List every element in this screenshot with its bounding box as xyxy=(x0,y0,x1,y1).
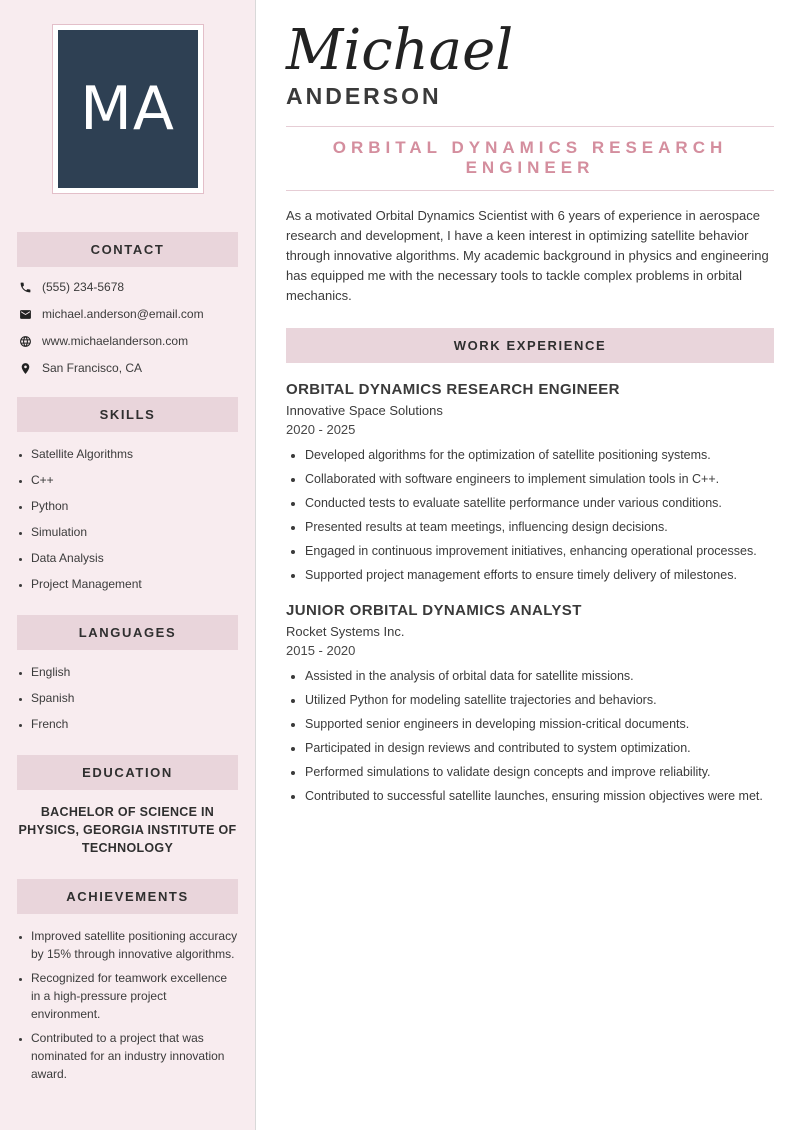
job-bullet: • Developed algorithms for the optimization of satellite positioning systems. xyxy=(305,447,774,464)
monogram-frame xyxy=(52,24,204,194)
contact-website: www.michaelanderson.com xyxy=(42,334,189,348)
skill-item: • Project Management xyxy=(31,575,238,593)
education-header: EDUCATION xyxy=(17,755,238,790)
email-icon xyxy=(19,308,32,321)
contact-email: michael.anderson@email.com xyxy=(42,307,204,321)
job-entry xyxy=(286,381,774,584)
skills-section xyxy=(17,397,238,593)
job-dates: 2020 - 2025 xyxy=(286,421,356,437)
job-bullet: • Assisted in the analysis of orbital data for satellite missions. xyxy=(305,668,774,685)
contact-location: San Francisco, CA xyxy=(42,361,143,375)
job-bullet: • Conducted tests to evaluate satellite performance under various conditions. xyxy=(305,495,774,512)
skill-item: • Satellite Algorithms xyxy=(31,445,238,463)
job-role: ORBITAL DYNAMICS RESEARCH ENGINEER xyxy=(286,380,620,398)
job-bullet: • Supported senior engineers in developing mission-critical documents. xyxy=(305,716,774,733)
contact-list xyxy=(17,280,238,375)
title-block xyxy=(286,126,774,191)
languages-section xyxy=(17,615,238,733)
contact-item-phone xyxy=(19,280,238,294)
skill-item: • Python xyxy=(31,497,238,515)
contact-phone: (555) 234-5678 xyxy=(42,280,125,294)
globe-icon xyxy=(19,335,32,348)
skills-header: SKILLS xyxy=(17,397,238,432)
job-bullet: • Participated in design reviews and contributed to system optimization. xyxy=(305,740,774,757)
professional-title: ORBITAL DYNAMICS RESEARCH ENGINEER xyxy=(332,137,728,177)
jobs-list xyxy=(286,381,774,805)
language-item: • English xyxy=(31,663,238,681)
language-item: • French xyxy=(31,715,238,733)
job-bullet: • Collaborated with software engineers to implement simulation tools in C++. xyxy=(305,471,774,488)
work-experience-header: WORK EXPERIENCE xyxy=(286,328,774,363)
education-section xyxy=(17,755,238,857)
last-name: ANDERSON xyxy=(286,82,442,109)
job-dates: 2015 - 2020 xyxy=(286,642,356,658)
job-bullet: • Presented results at team meetings, influencing design decisions. xyxy=(305,519,774,536)
languages-list xyxy=(17,663,238,733)
sidebar xyxy=(0,0,256,1130)
job-bullet: • Supported project management efforts to ensure timely delivery of milestones. xyxy=(305,567,774,584)
job-bullets xyxy=(286,447,774,584)
phone-icon xyxy=(19,281,32,294)
main-content xyxy=(256,0,800,1130)
achievement-item: • Improved satellite positioning accuracy by 15% through innovative algorithms. xyxy=(31,927,238,963)
skill-item: • Simulation xyxy=(31,523,238,541)
education-degree: BACHELOR OF SCIENCE IN PHYSICS, GEORGIA INSTITUTE OF TECHNOLOGY xyxy=(18,805,237,855)
job-bullet: • Contributed to successful satellite launches, ensuring mission objectives were met. xyxy=(305,788,774,805)
job-bullets xyxy=(286,668,774,805)
achievement-item: • Contributed to a project that was nominated for an industry innovation award. xyxy=(31,1029,238,1083)
monogram xyxy=(58,30,198,188)
job-role: JUNIOR ORBITAL DYNAMICS ANALYST xyxy=(286,601,582,619)
first-name: Michael xyxy=(286,18,514,83)
skill-item: • Data Analysis xyxy=(31,549,238,567)
languages-header: LANGUAGES xyxy=(17,615,238,650)
achievement-item: • Recognized for teamwork excellence in a high-pressure project environment. xyxy=(31,969,238,1023)
job-bullet: • Utilized Python for modeling satellite trajectories and behaviors. xyxy=(305,692,774,709)
job-bullet: • Performed simulations to validate design concepts and improve reliability. xyxy=(305,764,774,781)
skills-list xyxy=(17,445,238,593)
achievements-header: ACHIEVEMENTS xyxy=(17,879,238,914)
achievements-list xyxy=(17,927,238,1083)
achievements-section xyxy=(17,879,238,1083)
language-item: • Spanish xyxy=(31,689,238,707)
job-company: Innovative Space Solutions xyxy=(286,402,443,418)
job-bullet: • Engaged in continuous improvement initiatives, enhancing operational processes. xyxy=(305,543,774,560)
job-company: Rocket Systems Inc. xyxy=(286,623,405,639)
skill-item: • C++ xyxy=(31,471,238,489)
summary-paragraph: As a motivated Orbital Dynamics Scientist with 6 years of experience in aerospace research and development, I have a keen interest in optimizing satellite behavior through innovative algorithms. My academic background in physics and engineering has equipped me with the necessary tools to tackle complex problems in orbital mechanics. xyxy=(286,207,769,303)
job-entry xyxy=(286,602,774,805)
contact-item-website xyxy=(19,334,238,348)
contact-item-email xyxy=(19,307,238,321)
contact-header: CONTACT xyxy=(17,232,238,267)
monogram-initials: MA xyxy=(80,74,175,144)
location-icon xyxy=(19,362,32,375)
contact-section xyxy=(17,232,238,375)
contact-item-location xyxy=(19,361,238,375)
